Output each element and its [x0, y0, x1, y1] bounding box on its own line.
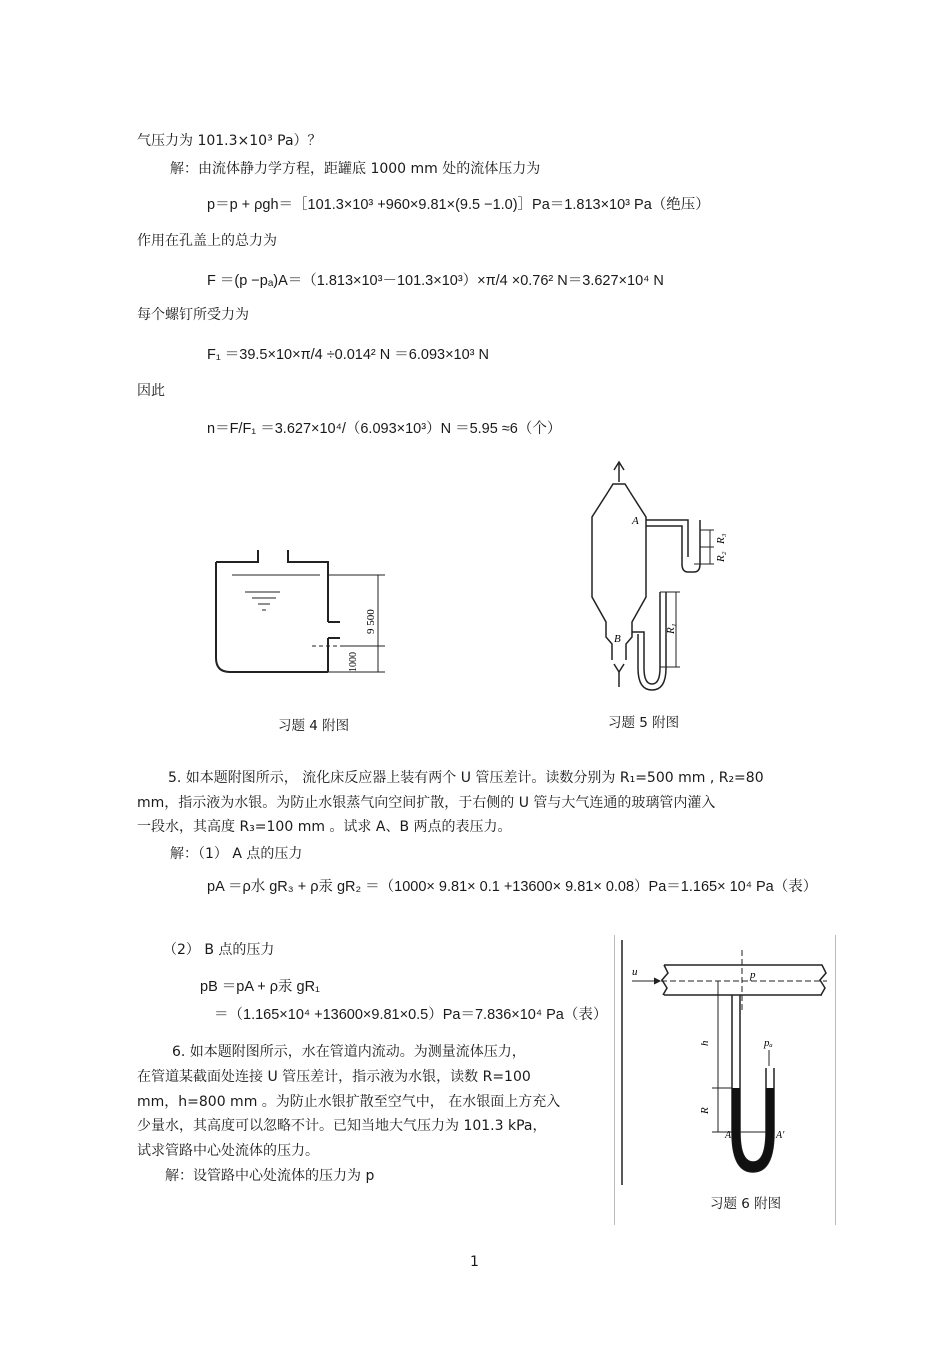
point-B-label: B — [614, 633, 621, 645]
R2-label: R₂ — [715, 551, 727, 562]
dim-bottom-height: 1000 — [348, 652, 359, 672]
atmospheric-pressure-label: pₐ — [764, 1037, 773, 1049]
force-label: 作用在孔盖上的总力为 — [137, 233, 277, 249]
point-A-label: A — [632, 515, 639, 527]
figure-6-caption: 习题 6 附图 — [710, 1196, 782, 1212]
problem-5-solution: 解：（1） A 点的压力 — [170, 846, 303, 862]
equation-pressure-B-value: ＝（1.165×10⁴ +13600×9.81×0.5）Pa＝7.836×10⁴ Pa（表） — [214, 1007, 608, 1023]
bolt-force-label: 每个螺钉所受力为 — [137, 307, 249, 323]
point-A-prime-label: A′ — [776, 1130, 785, 1141]
dim-total-height: 9 500 — [365, 609, 377, 634]
figure-5-reactor-diagram — [580, 462, 727, 692]
problem-5-line: 5. 如本题附图所示， 流化床反应器上装有两个 U 管压差计。读数分别为 R₁=500 mm , R₂=80 — [168, 770, 764, 786]
page-number: 1 — [470, 1254, 479, 1270]
problem-5-part-b: （2） B 点的压力 — [163, 942, 275, 958]
problem-6-line: 少量水，其高度可以忽略不计。已知当地大气压力为 101.3 kPa， — [137, 1118, 547, 1134]
problem-6-line: 在管道某截面处连接 U 管压差计，指示液为水银，读数 R=100 — [137, 1069, 531, 1085]
problem-6-line: 6. 如本题附图所示，水在管道内流动。为测量流体压力， — [172, 1044, 526, 1060]
equation-pressure-A: pA ＝ρ水 gR₃ + ρ汞 gR₂ ＝（1000× 9.81× 0.1 +13600× 9.81× 0.08）Pa＝1.165× 10⁴ Pa（表） — [207, 879, 818, 895]
problem-6-solution: 解：设管路中心处流体的压力为 p — [165, 1168, 375, 1184]
problem-5-line: 一段水，其高度 R₃=100 mm 。试求 A、B 两点的表压力。 — [137, 819, 512, 835]
equation-pressure: p＝p + ρgh＝［101.3×10³ +960×9.81×(9.5 −1.0)］Pa＝1.813×10³ Pa（绝压） — [207, 197, 710, 213]
figure-5-caption: 习题 5 附图 — [608, 715, 680, 731]
problem-5-line: mm，指示液为水银。为防止水银蒸气向空间扩散，于右侧的 U 管与大气连通的玻璃管内灌入 — [137, 795, 716, 811]
equation-pressure-B: pB ＝pA + ρ汞 gR₁ — [200, 979, 320, 995]
problem-6-line: mm，h=800 mm 。为防止水银扩散至空气中， 在水银面上方充入 — [137, 1094, 561, 1110]
pressure-p-label: p — [750, 969, 756, 981]
figure-6-pipe-diagram — [622, 940, 832, 1185]
R-label: R — [699, 1107, 711, 1114]
R3-label: R₃ — [715, 533, 727, 544]
figure-4-tank-diagram — [200, 540, 400, 690]
therefore-label: 因此 — [137, 383, 165, 399]
velocity-label: u — [632, 966, 638, 978]
R1-label: R₁ — [665, 623, 677, 634]
equation-bolt-force: F₁ ＝39.5×10×π/4 ÷0.014² N ＝6.093×10³ N — [207, 347, 489, 363]
solution-intro: 解：由流体静力学方程，距罐底 1000 mm 处的流体压力为 — [170, 161, 541, 177]
figure-4-caption: 习题 4 附图 — [278, 718, 350, 734]
point-A-label: A — [725, 1130, 732, 1141]
problem-6-line: 试求管路中心处流体的压力。 — [137, 1143, 319, 1159]
equation-total-force: F ＝(p −pₐ)A＝（1.813×10³－101.3×10³）×π/4 ×0.76² N＝3.627×10⁴ N — [207, 273, 664, 289]
h-label: h — [699, 1040, 711, 1046]
equation-bolt-count: n＝F/F₁ ＝3.627×10⁴/（6.093×10³）N ＝5.95 ≈6（个） — [207, 421, 562, 437]
intro-line: 气压力为 101.3×10³ Pa）？ — [137, 133, 322, 149]
